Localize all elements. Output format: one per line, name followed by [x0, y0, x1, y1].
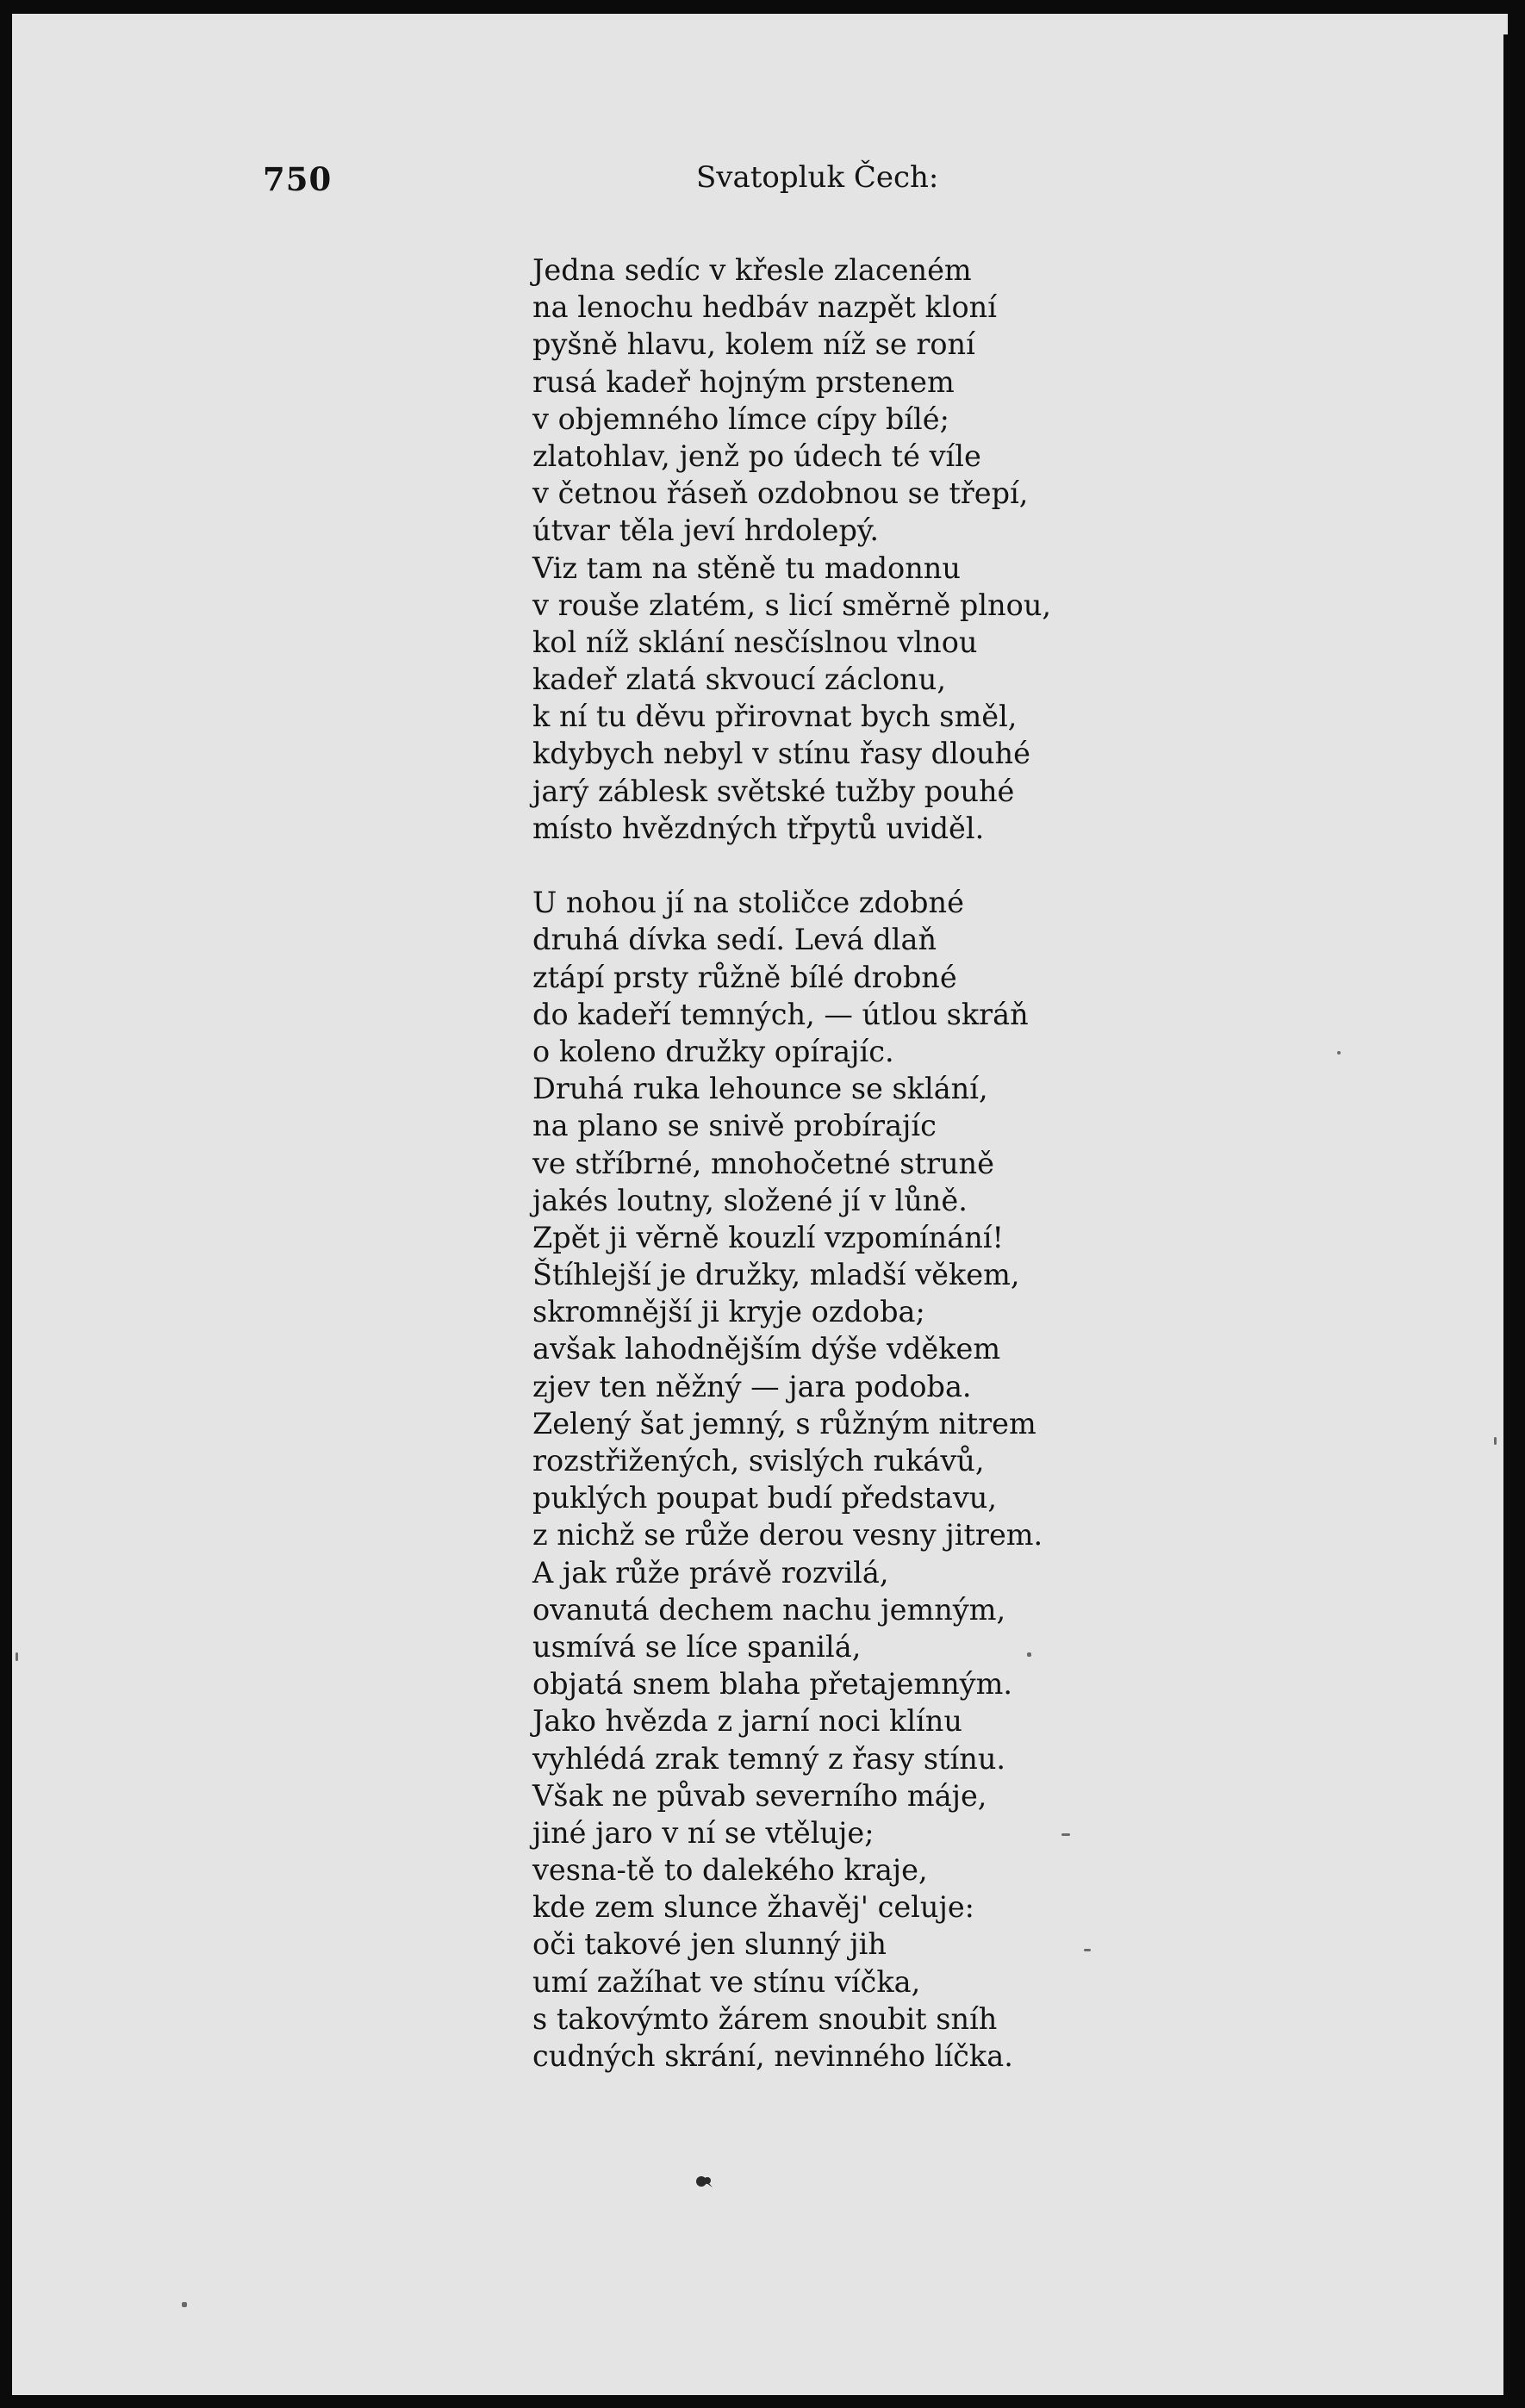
paper-speck	[1494, 1437, 1497, 1445]
verse-line: ovanutá dechem nachu jemným,	[532, 1592, 1006, 1627]
verse-line: v objemného límce cípy bílé;	[532, 401, 949, 436]
verse-line: útvar těla jeví hrdolepý.	[532, 513, 880, 548]
verse-line: Však ne půvab severního máje,	[532, 1778, 987, 1813]
verse-line: druhá dívka sedí. Levá dlaň	[532, 923, 937, 957]
stanza-2	[532, 884, 1446, 2075]
verse-line: ztápí prsty růžně bílé drobné	[532, 960, 957, 994]
verse-line: oči takové jen slunný jih	[532, 1927, 887, 1962]
verse-line: k ní tu děvu přirovnat bych směl,	[532, 700, 1018, 734]
stanza-1	[532, 252, 1446, 847]
verse-line: avšak lahodnějším dýše vděkem	[532, 1332, 1001, 1366]
poem-text	[532, 252, 1446, 2075]
verse-line: vesna-tě to dalekého kraje,	[532, 1853, 928, 1888]
verse-line: objatá snem blaha přetajemným.	[532, 1667, 1013, 1702]
verse-line: do kadeří temných, — útlou skráň	[532, 997, 1029, 1031]
stanza-gap	[532, 847, 1446, 884]
page-edge-shadow	[1503, 34, 1512, 2395]
paper-speck	[1027, 1652, 1031, 1657]
verse-line: kde zem slunce žhavěj' celuje:	[532, 1890, 974, 1925]
verse-line: zjev ten něžný — jara podoba.	[532, 1369, 972, 1403]
paper-speck	[1084, 1949, 1091, 1951]
paper-speck	[16, 1652, 18, 1661]
verse-line: jarý záblesk světské tužby pouhé	[532, 774, 1015, 808]
verse-line: jakés loutny, složené jí v lůně.	[532, 1183, 968, 1217]
verse-line: kol níž sklání nesčíslnou vlnou	[532, 625, 978, 659]
verse-line: skromnější ji kryje ozdoba;	[532, 1295, 925, 1329]
verse-line: U nohou jí na stoličce zdobné	[532, 886, 964, 920]
verse-line: Zelený šat jemný, s růžným nitrem	[532, 1406, 1036, 1440]
verse-line: s takovýmto žárem snoubit sníh	[532, 2001, 998, 2036]
verse-line: místo hvězdných třpytů uviděl.	[532, 811, 985, 845]
verse-line: vyhlédá zrak temný z řasy stínu.	[532, 1741, 1006, 1776]
verse-line: jiné jaro v ní se vtěluje;	[532, 1815, 875, 1850]
paper-speck	[1337, 1051, 1341, 1055]
verse-line: pyšně hlavu, kolem níž se roní	[532, 327, 975, 362]
verse-line: kdybych nebyl v stínu řasy dlouhé	[532, 737, 1030, 771]
verse-line: A jak růže právě rozvilá,	[532, 1555, 889, 1590]
verse-line: v četnou řáseň ozdobnou se třepí,	[532, 476, 1029, 511]
paper-speck	[1061, 1833, 1070, 1836]
verse-line: usmívá se líce spanilá,	[532, 1629, 862, 1664]
running-head: Svatopluk Čech:	[696, 160, 939, 195]
paper-speck	[182, 2302, 187, 2307]
verse-line: Jako hvězda z jarní noci klínu	[532, 1704, 962, 1739]
verse-line: v rouše zlatém, s licí směrně plnou,	[532, 588, 1052, 622]
verse-line: na lenochu hedbáv nazpět kloní	[532, 290, 997, 325]
verse-line: cudných skrání, nevinného líčka.	[532, 2039, 1013, 2073]
verse-line: umí zažíhat ve stínu víčka,	[532, 1964, 921, 1999]
page-number: 750	[263, 160, 333, 198]
verse-line: puklých poupat budí představu,	[532, 1481, 997, 1515]
verse-line: rusá kadeř hojným prstenem	[532, 364, 955, 399]
verse-line: rozstřižených, svislých rukávů,	[532, 1444, 985, 1478]
verse-line: o koleno družky opírajíc.	[532, 1034, 894, 1068]
verse-line: Viz tam na stěně tu madonnu	[532, 551, 961, 585]
verse-line: Štíhlejší je družky, mladší věkem,	[532, 1258, 1020, 1292]
verse-line: ve stříbrné, mnohočetné struně	[532, 1146, 994, 1180]
verse-line: Druhá ruka lehounce se sklání,	[532, 1072, 988, 1106]
fleuron-icon	[694, 2174, 713, 2189]
verse-line: Jedna sedíc v křesle zlaceném	[532, 253, 972, 287]
verse-line: kadeř zlatá skvoucí záclonu,	[532, 663, 946, 697]
verse-line: Zpět ji věrně kouzlí vzpomínání!	[532, 1220, 1004, 1254]
verse-line: z nichž se růže derou vesny jitrem.	[532, 1518, 1043, 1552]
verse-line: zlatohlav, jenž po údech té víle	[532, 439, 981, 473]
verse-line: na plano se snivě probírajíc	[532, 1109, 937, 1143]
